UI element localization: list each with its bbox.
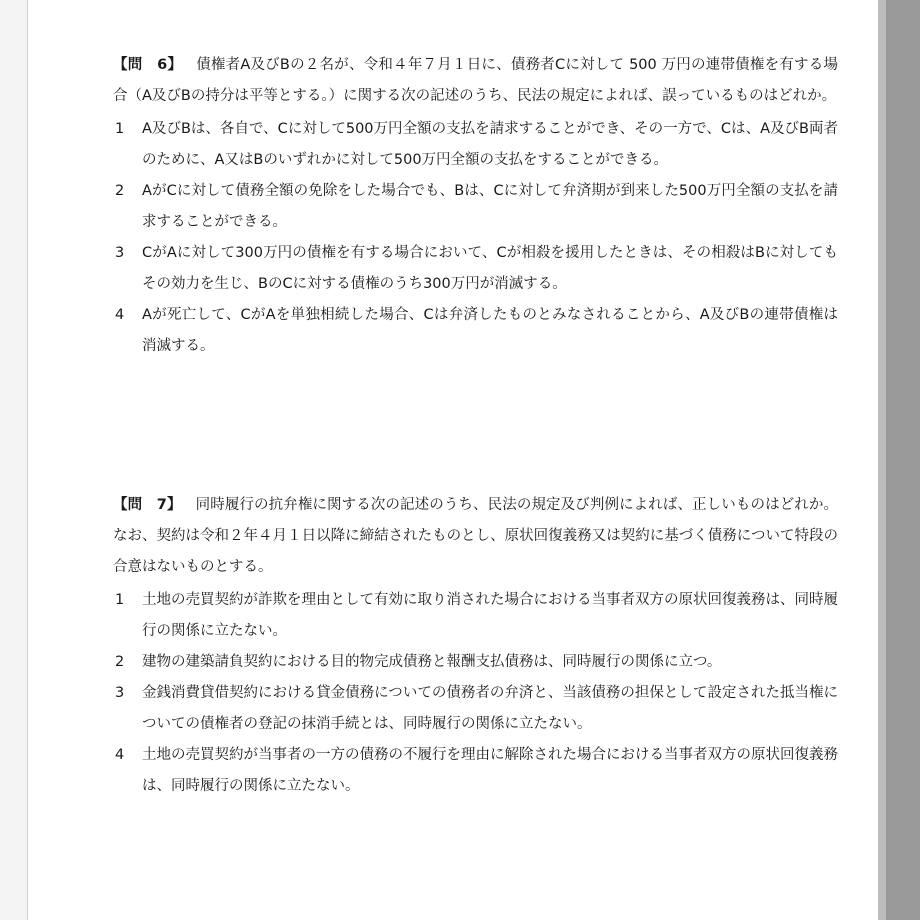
- question-7-text: 同時履行の抗弁権に関する次の記述のうち、民法の規定及び判例によれば、正しいものはどれか。なお、契約は令和２年４月１日以降に締結されたものとし、原状回復義務又は契約に基づく債務について特段の合意はないものとする。: [113, 497, 839, 575]
- choice-text: A及びBは、各自で、Cに対して500万円全額の支払を請求することができ、その一方で、Cは、A及びB両者のために、A又はBのいずれかに対して500万円全額の支払をすることができる。: [142, 121, 838, 168]
- choice-text: CがAに対して300万円の債権を有する場合において、Cが相殺を援用したときは、その相殺はBに対してもその効力を生じ、BのCに対する債権のうち300万円が消滅する。: [142, 245, 838, 292]
- question-7-choice-4: [113, 740, 838, 802]
- question-6-stem: [113, 50, 838, 112]
- choice-number: 1: [115, 592, 125, 608]
- choice-number: 4: [115, 307, 125, 323]
- question-6-label: 【問 6】: [113, 57, 183, 73]
- choice-text: 土地の売買契約が詐欺を理由として有効に取り消された場合における当事者双方の原状回復義務は、同時履行の関係に立たない。: [142, 592, 838, 639]
- choice-number: 3: [115, 685, 125, 701]
- question-6-choice-4: [113, 300, 838, 362]
- choice-text: 建物の建築請負契約における目的物完成債務と報酬支払債務は、同時履行の関係に立つ。: [142, 654, 722, 670]
- question-6-choice-2: [113, 176, 838, 238]
- question-7-choice-1: [113, 585, 838, 647]
- question-6-choice-3: [113, 238, 838, 300]
- viewer-left-margin: [0, 0, 28, 920]
- viewer-right-gutter[interactable]: [886, 0, 920, 920]
- question-7-choice-2: [113, 647, 838, 678]
- page-edge-shadow: [878, 0, 886, 920]
- choice-text: 土地の売買契約が当事者の一方の債務の不履行を理由に解除された場合における当事者双方の原状回復義務は、同時履行の関係に立たない。: [142, 747, 838, 794]
- question-7-stem: [113, 490, 838, 583]
- document-page: [28, 0, 878, 920]
- choice-number: 3: [115, 245, 125, 261]
- question-6-choice-1: [113, 114, 838, 176]
- choice-number: 2: [115, 654, 125, 670]
- choice-number: 2: [115, 183, 125, 199]
- question-7: [113, 490, 838, 802]
- choice-text: Aが死亡して、CがAを単独相続した場合、Cは弁済したものとみなされることから、A及びBの連帯債権は消滅する。: [142, 307, 838, 354]
- choice-number: 1: [115, 121, 125, 137]
- question-6-text: 債権者A及びBの２名が、令和４年７月１日に、債務者Cに対して 500 万円の連帯債権を有する場合（A及びBの持分は平等とする。）に関する次の記述のうち、民法の規定によれば、誤っているものはどれか。: [113, 57, 838, 104]
- question-7-label: 【問 7】: [113, 497, 182, 513]
- choice-text: AがCに対して債務全額の免除をした場合でも、Bは、Cに対して弁済期が到来した500万円全額の支払を請求することができる。: [142, 183, 838, 230]
- question-7-choice-3: [113, 678, 838, 740]
- choice-text: 金銭消費貸借契約における貸金債務についての債務者の弁済と、当該債務の担保として設定された抵当権についての債権者の登記の抹消手続とは、同時履行の関係に立たない。: [142, 685, 838, 732]
- question-6: [113, 50, 838, 362]
- choice-number: 4: [115, 747, 125, 763]
